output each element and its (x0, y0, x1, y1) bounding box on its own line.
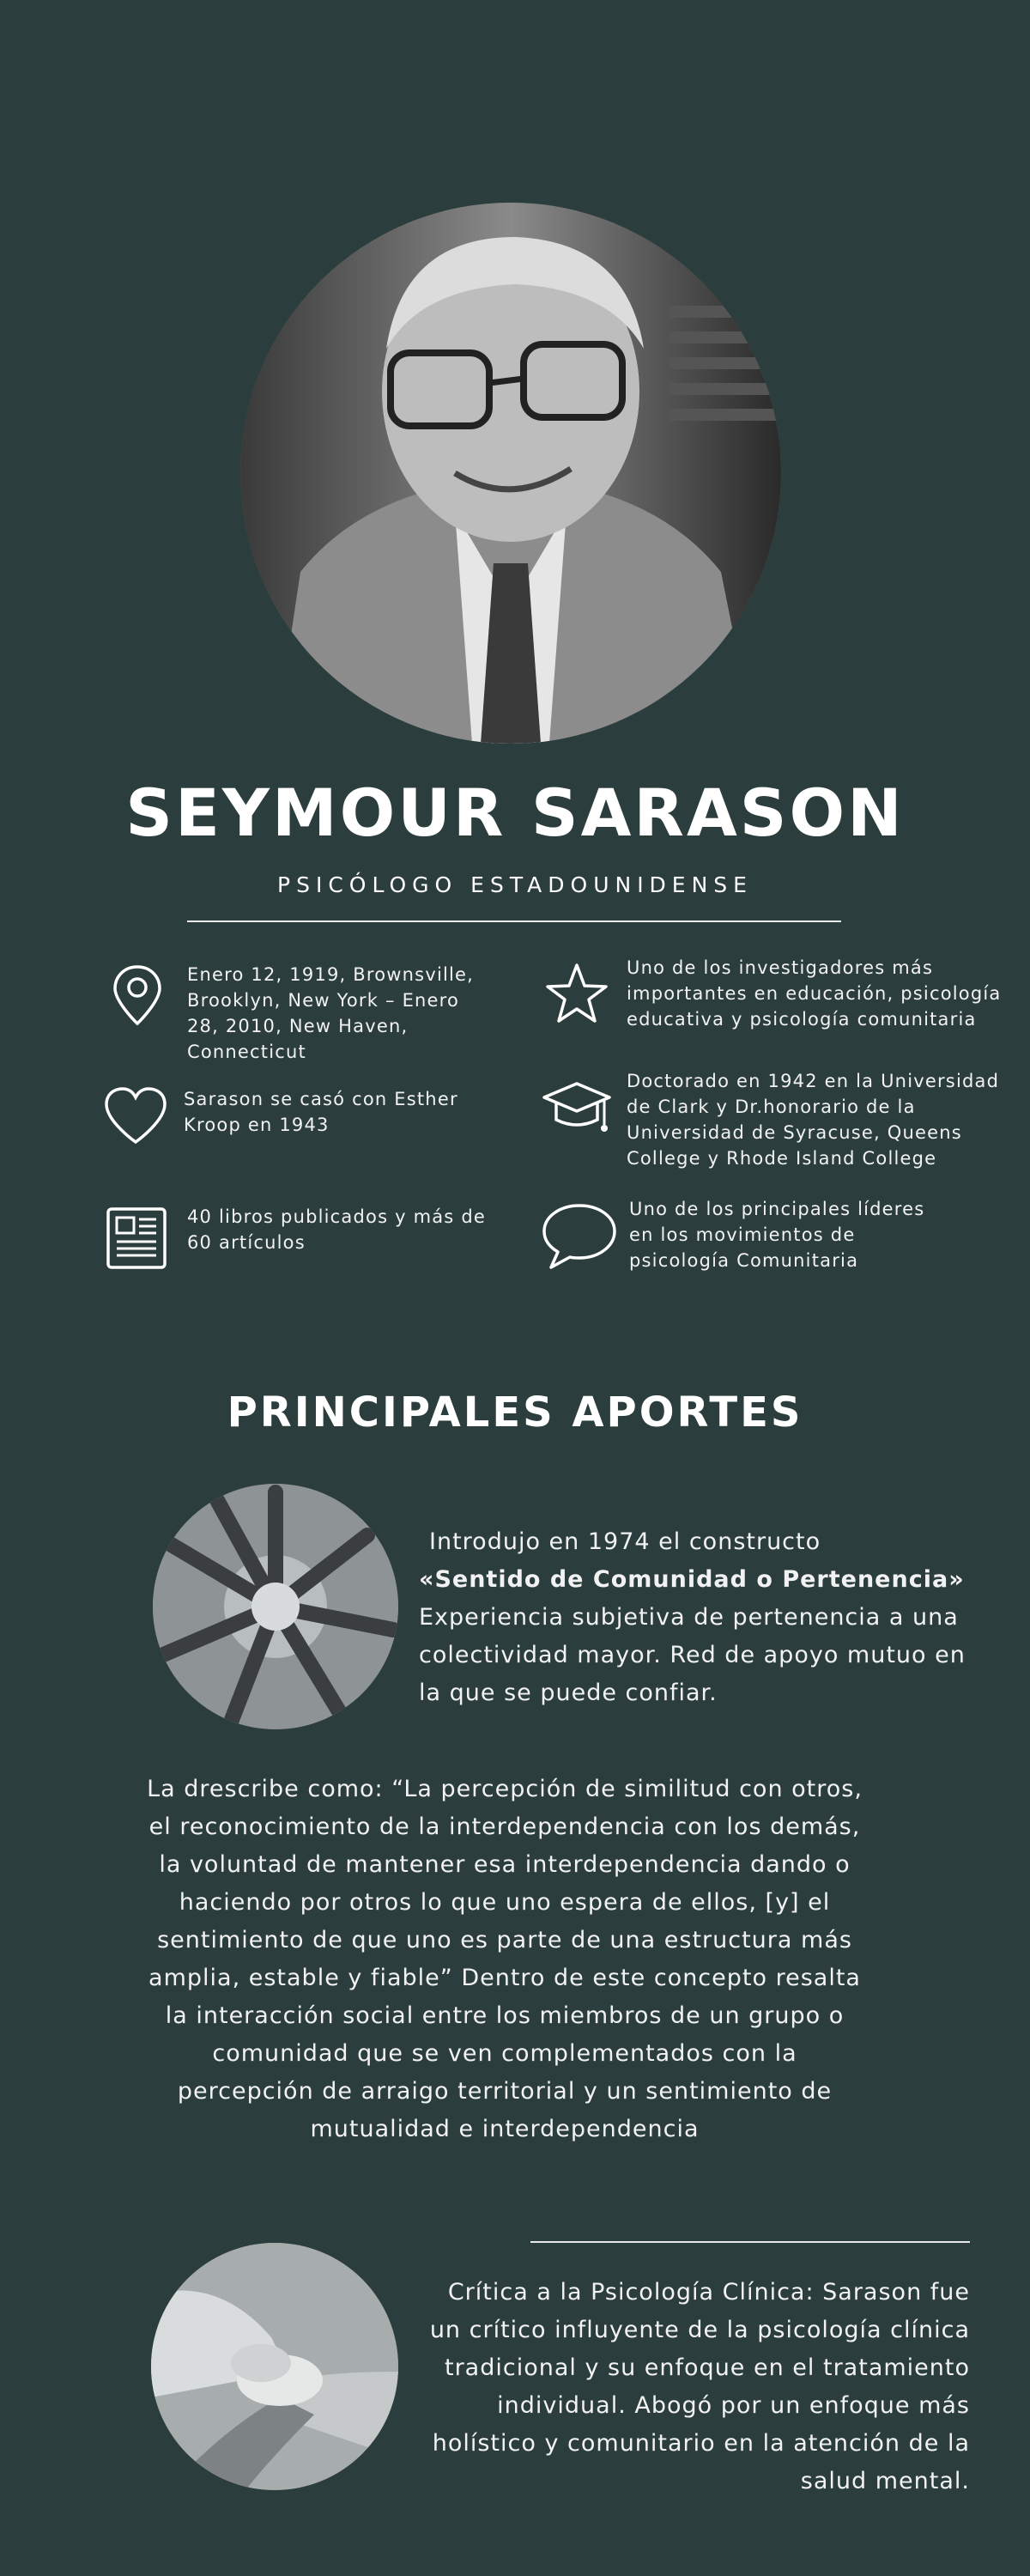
fact-marriage: Sarason se casó con Esther Kroop en 1943 (184, 1089, 458, 1135)
newspaper-icon (101, 1204, 167, 1269)
quote-paragraph: La drescribe como: “La percepción de similitud con otros, el reconocimiento de la interdependencia con los demás, la voluntad de mantener esa interdependencia dando o haciendo por otros lo que uno espera de ellos, [y] el sentimiento de que uno es parte de una estructura más amplia, estable y fiable” Dentro de este concepto resalta la interacción social entre los miembros de un grupo o comunidad que se ven complementados con la percepción de arraigo territorial y un sentimiento de mutualidad e interdependencia (147, 1776, 863, 2142)
title-divider (187, 920, 841, 922)
portrait-photo (240, 203, 781, 744)
page-subtitle: PSICÓLOGO ESTADOUNIDENSE (277, 872, 753, 897)
contribution-1-text (419, 1523, 968, 1712)
portrait-illustration (240, 203, 781, 744)
section-title: PRINCIPALES APORTES (227, 1388, 803, 1437)
graduation-cap-icon (541, 1075, 606, 1140)
star-icon (542, 960, 608, 1025)
holding-hands-photo (151, 2243, 398, 2490)
contribution-1-description: Experiencia subjetiva de pertenencia a una colectividad mayor. Red de apoyo mutuo en la que se puede confiar. (419, 1604, 966, 1706)
speech-bubble-icon (541, 1200, 606, 1266)
fact-books: 40 libros publicados y más de 60 artículos (187, 1206, 486, 1253)
contribution-1-intro: Introdujo en 1974 el constructo (429, 1528, 821, 1555)
contribution-2-text: Crítica a la Psicología Clínica: Sarason fue un crítico influyente de la psicología clínica tradicional y su enfoque en el tratamiento individual. Abogó por un enfoque más holístico y comunitario en la atención de la salud mental. (429, 2279, 970, 2494)
fact-birth: Enero 12, 1919, Brownsville, Brooklyn, New York – Enero 28, 2010, New Haven, Connecticut (187, 964, 475, 1062)
fact-community-leader: Uno de los principales líderes en los movimientos de psicología Comunitaria (629, 1199, 925, 1271)
section-divider (530, 2241, 970, 2243)
page-title: SEYMOUR SARASON (125, 775, 905, 851)
fact-researcher: Uno de los investigadores más importantes en educación, psicología educativa y psicología comunitaria (627, 957, 1002, 1030)
contribution-1-highlight: «Sentido de Comunidad o Pertenencia» (419, 1566, 965, 1593)
community-hands-photo (153, 1484, 398, 1729)
location-pin-icon (105, 962, 170, 1027)
fact-doctorate: Doctorado en 1942 en la Universidad de Clark y Dr.honorario de la Universidad de Syracuse, Queens College y Rhode Island College (627, 1071, 1000, 1169)
heart-icon (101, 1084, 167, 1149)
